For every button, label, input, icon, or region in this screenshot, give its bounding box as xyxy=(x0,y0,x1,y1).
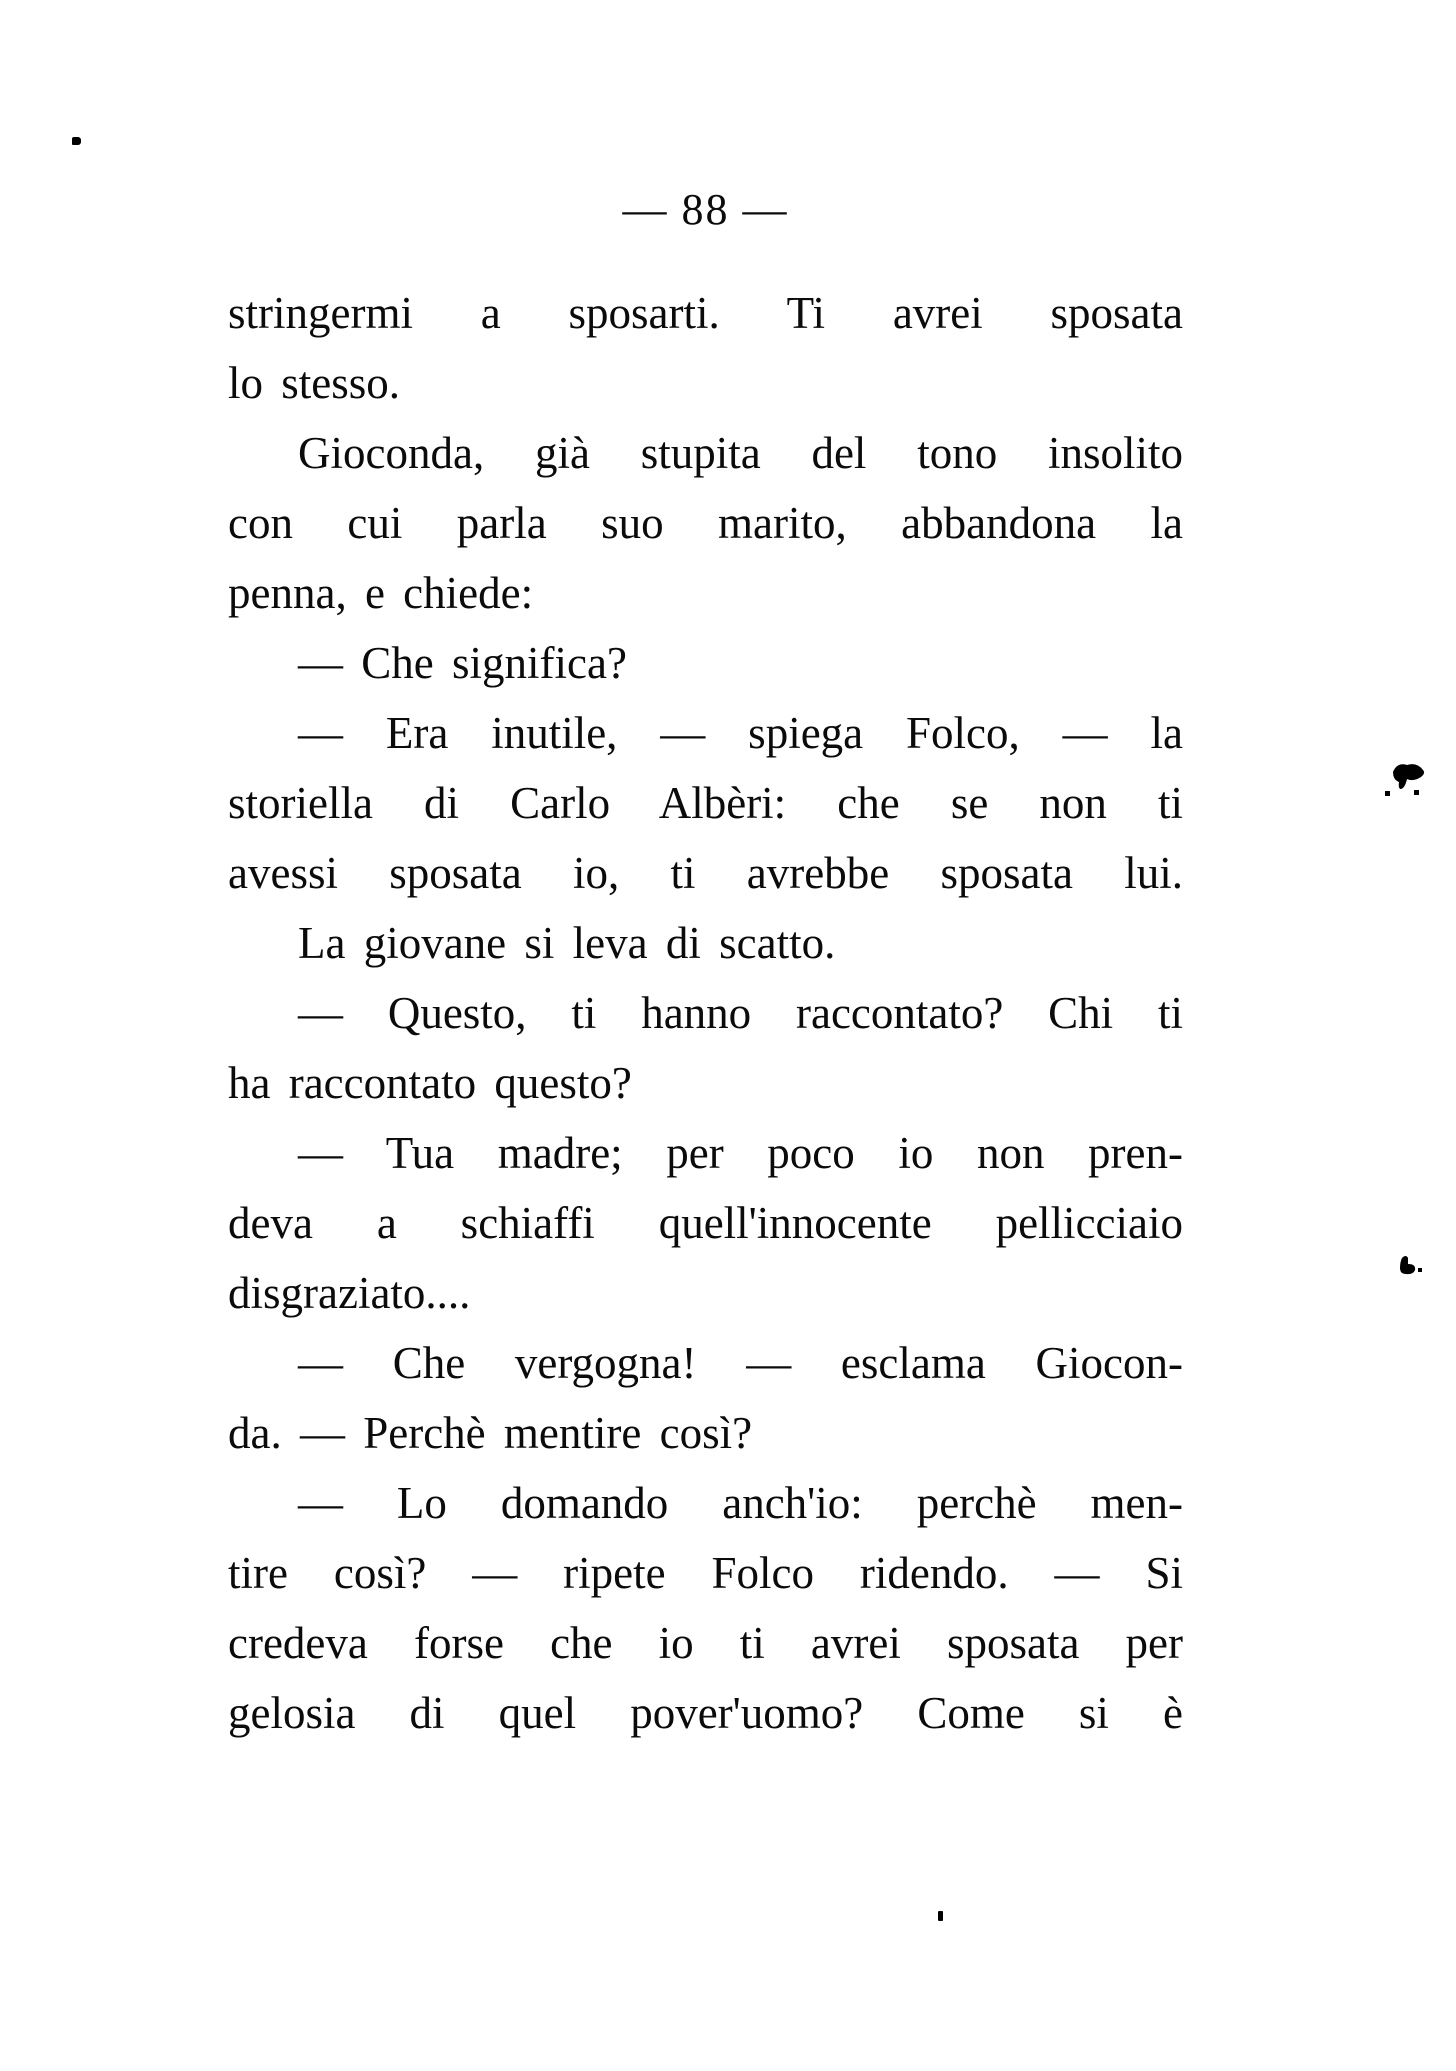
ink-speck-icon xyxy=(72,137,81,145)
text-line: avessi sposata io, ti avrebbe sposata lui. xyxy=(228,848,1183,898)
text-line: deva a schiaffi quell'innocente pellicciaio xyxy=(228,1198,1183,1248)
text-line: — Tua madre; per poco io non pren- xyxy=(298,1128,1183,1178)
text-line: da. — Perchè mentire così? xyxy=(228,1408,753,1458)
text-line: La giovane si leva di scatto. xyxy=(298,918,836,968)
page-number: — 88 — xyxy=(622,185,789,234)
text-line: ha raccontato questo? xyxy=(228,1058,632,1108)
text-line: — Che significa? xyxy=(298,638,627,688)
ink-blot-icon xyxy=(1383,760,1431,802)
text-line: — Questo, ti hanno raccontato? Chi ti xyxy=(298,988,1183,1038)
text-line: lo stesso. xyxy=(228,358,401,408)
text-line: credeva forse che io ti avrei sposata per xyxy=(228,1618,1183,1668)
text-line: con cui parla suo marito, abbandona la xyxy=(228,498,1183,548)
ink-speck-icon xyxy=(938,1911,943,1921)
text-line: — Che vergogna! — esclama Giocon- xyxy=(298,1338,1183,1388)
text-line: stringermi a sposarti. Ti avrei sposata xyxy=(228,288,1183,338)
ink-blot-icon xyxy=(1394,1252,1424,1280)
text-line: tire così? — ripete Folco ridendo. — Si xyxy=(228,1548,1183,1598)
text-line: disgraziato.... xyxy=(228,1268,471,1318)
text-line: gelosia di quel pover'uomo? Come si è xyxy=(228,1688,1183,1738)
text-line: — Lo domando anch'io: perchè men- xyxy=(298,1478,1183,1528)
text-line: — Era inutile, — spiega Folco, — la xyxy=(298,708,1183,758)
text-line: storiella di Carlo Albèri: che se non ti xyxy=(228,778,1183,828)
text-line: penna, e chiede: xyxy=(228,568,534,618)
text-line: Gioconda, già stupita del tono insolito xyxy=(298,428,1183,478)
text-block xyxy=(228,278,1183,1748)
